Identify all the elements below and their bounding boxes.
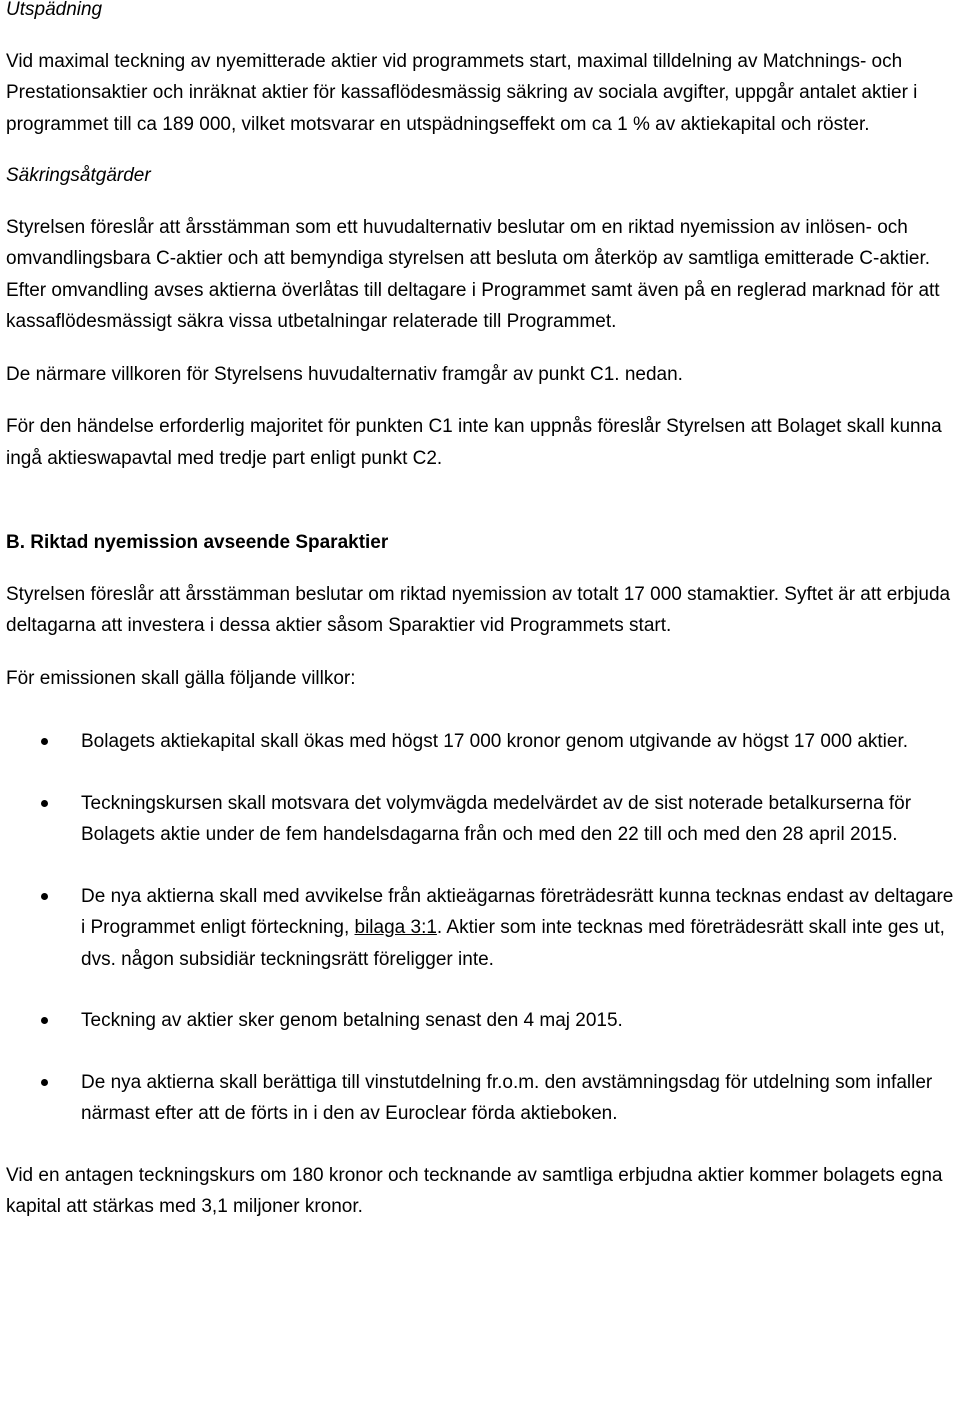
bullet-dot-icon: [41, 800, 48, 807]
document-page: [6, 0, 956, 1223]
paragraph-hedging-1: Styrelsen föreslår att årsstämman som ett huvudalternativ beslutar om en riktad nyemission av inlösen- och omvandlingsbara C-aktier och att bemyndiga styrelsen att besluta om återköp av samtliga emitterade C-aktier. Efter omvandling avses aktierna överlåtas till deltagare i Programmet samt även på en reglerad marknad för att kassaflödesmässigt säkra vissa utbetalningar relaterade till Programmet.: [6, 216, 940, 332]
heading-dilution: Utspädning: [6, 0, 103, 20]
list-item-text: Teckningskursen skall motsvara det volymvägda medelvärdet av de sist noterade betalkurserna för Bolagets aktie under de fem handelsdagarna från och med den 22 till och med den 28 april 2015.: [81, 792, 912, 845]
paragraph-hedging-3: För den händelse erforderlig majoritet för punkten C1 inte kan uppnås föreslår Styrelsen att Bolaget skall kunna ingå aktieswapavtal med tredje part enligt punkt C2.: [6, 416, 942, 469]
list-item: [6, 881, 956, 976]
list-item: [6, 1005, 956, 1037]
bullet-dot-icon: [41, 1079, 48, 1086]
bullet-dot-icon: [41, 738, 48, 745]
list-item-text-end: . Aktier som inte tecknas med företrädesrätt skall inte ges ut, dvs. någon subsidiär teckningsrätt föreligger inte.: [81, 917, 945, 970]
paragraph-closing: Vid en antagen teckningskurs om 180 kronor och tecknande av samtliga erbjudna aktier kommer bolagets egna kapital att stärkas med 3,1 miljoner kronor.: [6, 1164, 943, 1217]
paragraph-section-b-1: Styrelsen föreslår att årsstämman beslutar om riktad nyemission av totalt 17 000 stamaktier. Syftet är att erbjuda deltagarna att investera i dessa aktier såsom Sparaktier vid Programmets start.: [6, 583, 951, 636]
list-item: [6, 726, 956, 758]
heading-section-b: B. Riktad nyemission avseende Sparaktier: [6, 532, 389, 553]
bullet-dot-icon: [41, 1017, 48, 1024]
paragraph-hedging-2: De närmare villkoren för Styrelsens huvudalternativ framgår av punkt C1. nedan.: [6, 363, 683, 385]
list-item-text-start: De nya aktierna skall med avvikelse från aktieägarnas företrädesrätt kunna tecknas endast av deltagare i Programmet enligt förteckning,: [81, 885, 954, 938]
list-item-text: De nya aktierna skall berättiga till vinstutdelning fr.o.m. den avstämningsdag för utdelning som infaller närmast efter att de förts in i den av Euroclear förda aktieboken.: [81, 1071, 933, 1124]
appendix-link[interactable]: bilaga 3:1: [354, 917, 437, 938]
heading-hedging: Säkringsåtgärder: [6, 165, 151, 186]
list-item-text: Bolagets aktiekapital skall ökas med högst 17 000 kronor genom utgivande av högst 17 000 aktier.: [81, 731, 909, 752]
paragraph-dilution: Vid maximal teckning av nyemitterade aktier vid programmets start, maximal tilldelning av Matchnings- och Prestationsaktier och inräknat aktier för kassaflödesmässig säkring av sociala avgifter, uppgår antalet aktier i programmet till ca 189 000, vilket motsvarar en utspädningseffekt om ca 1 % av aktiekapital och röster.: [6, 50, 918, 135]
conditions-list: [6, 726, 956, 1130]
list-item-text: Teckning av aktier sker genom betalning senast den 4 maj 2015.: [81, 1010, 623, 1031]
list-item: [6, 1067, 956, 1130]
bullet-dot-icon: [41, 893, 48, 900]
paragraph-section-b-2: För emissionen skall gälla följande villkor:: [6, 667, 356, 689]
list-item: [6, 788, 956, 851]
